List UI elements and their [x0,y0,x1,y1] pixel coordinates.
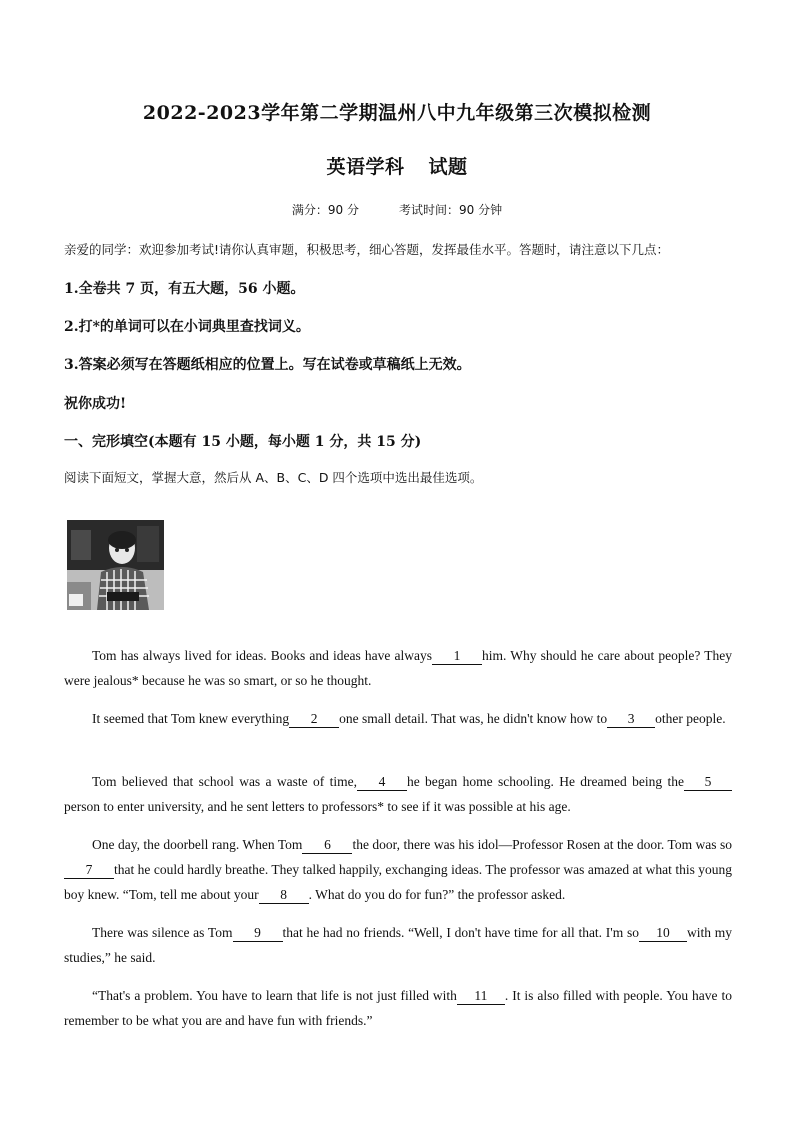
blank-3: 3 [607,711,655,728]
section-instruction: 阅读下面短文，掌握大意，然后从 A、B、C、D 四个选项中选出最佳选项。 [64,470,483,485]
blank-5: 5 [684,774,732,791]
blank-1: 1 [432,648,482,665]
blank-7: 7 [64,862,114,879]
blank-11: 11 [457,988,505,1005]
exam-meta [0,201,794,218]
boy-with-book-image [67,520,164,610]
subject-label: 英语学科 [326,156,405,178]
passage-paragraph: There was silence as Tom 9 that he had no friends. “Well, I don't have time for all that. I'm so 10 with my studies,” he said. [64,925,732,965]
blank-6: 6 [302,837,352,854]
paper-type-label: 试题 [428,156,468,178]
passage-paragraph: “That's a problem. You have to learn that life is not just filled with 11 . It is also filled with people. You have to remember to be what you are and have fun with friends.” [64,988,732,1028]
notice-intro: 亲爱的同学：欢迎参加考试!请你认真审题，积极思考，细心答题，发挥最佳水平。答题时，请注意以下几点： [64,242,670,257]
passage-paragraph: It seemed that Tom knew everything 2 one small detail. That was, he didn't know how to 3 other people. [92,711,726,726]
blank-10: 10 [639,925,687,942]
blank-2: 2 [289,711,339,728]
notice-rule: 2.打*的单词可以在小词典里查找词义。 [64,319,310,335]
exam-title: 2022-2023学年第二学期温州八中九年级第三次模拟检测 [142,102,652,124]
notice-rule: 1.全卷共 7 页，有五大题，56 小题。 [64,281,305,297]
section-heading: 一、完形填空(本题有 15 小题，每小题 1 分，共 15 分) [64,434,422,450]
full-score: 满分：90 分 [291,203,359,217]
blank-8: 8 [259,887,309,904]
exam-time: 考试时间：90 分钟 [399,203,503,217]
passage-photo [67,520,164,610]
exam-subtitle [0,152,794,179]
good-luck-text: 祝你成功! [64,396,127,412]
passage-paragraph: Tom has always lived for ideas. Books and ideas have always 1 him. Why should he care about people? They were jealous* because he was so smart, or so he thought. [64,648,732,688]
notice-rule: 3.答案必须写在答题纸相应的位置上。写在试卷或草稿纸上无效。 [64,357,471,373]
passage-paragraph: Tom believed that school was a waste of time, 4 he began home schooling. He dreamed being the 5person to enter university, and he sent letters to professors* to see if it was possible at his age. [64,769,732,819]
passage-paragraph: One day, the doorbell rang. When Tom 6 the door, there was his idol—Professor Rosen at the door. Tom was so7 that he could hardly breathe. They talked happily, exchanging ideas. The professor was amazed at what this young boy knew. “Tom, tell me about your 8 . What do you do for fun?” the professor asked. [64,837,732,902]
blank-4: 4 [357,774,407,791]
blank-9: 9 [233,925,283,942]
